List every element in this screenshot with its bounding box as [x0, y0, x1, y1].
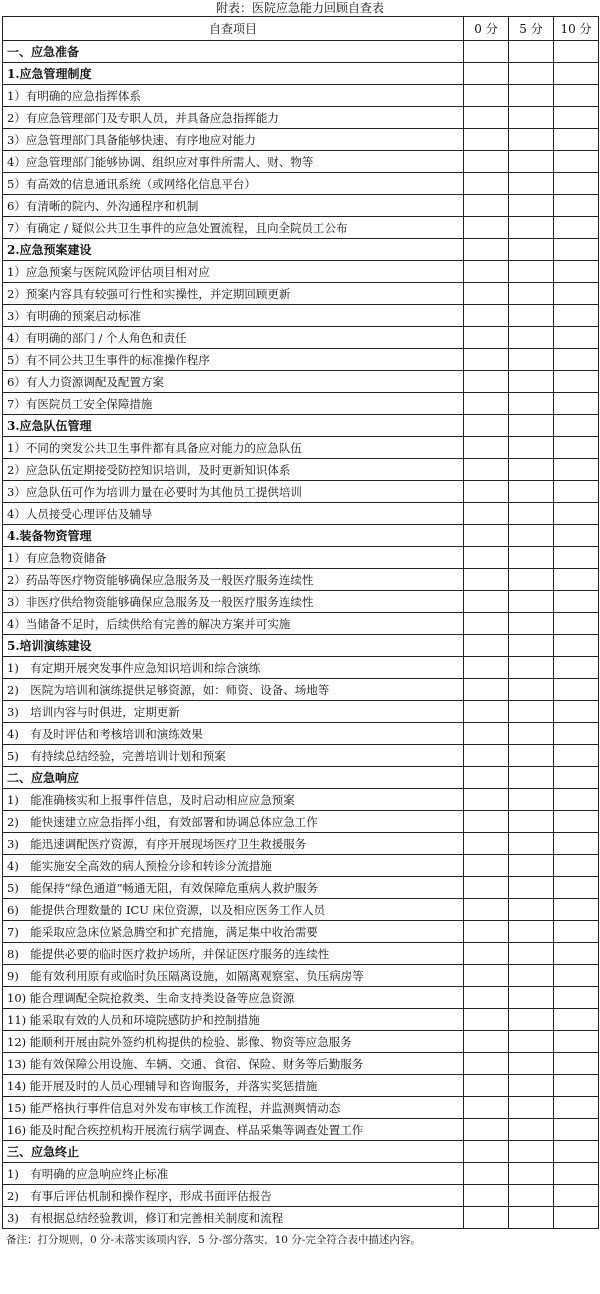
score-10-cell[interactable]: [554, 327, 599, 349]
score-10-cell: [554, 1141, 599, 1163]
table-row: [3, 1031, 599, 1053]
score-0-cell[interactable]: [464, 921, 509, 943]
table-row: [3, 437, 599, 459]
score-0-cell[interactable]: [464, 1207, 509, 1229]
item-text: 5）有不同公共卫生事件的标准操作程序: [3, 349, 464, 371]
table-row: [3, 349, 599, 371]
score-5-cell[interactable]: [509, 349, 554, 371]
score-5-cell[interactable]: [509, 1097, 554, 1119]
header-score-5: 5 分: [509, 17, 554, 41]
self-check-table: [2, 16, 599, 1229]
item-text: 1) 有定期开展突发事件应急知识培训和综合演练: [3, 657, 464, 679]
subsection-title: 5.培训演练建设: [3, 635, 464, 657]
score-0-cell[interactable]: [464, 173, 509, 195]
item-text: 3) 能迅速调配医疗资源，有序开展现场医疗卫生救援服务: [3, 833, 464, 855]
item-text: 2）应急队伍定期接受防控知识培训，及时更新知识体系: [3, 459, 464, 481]
table-row: [3, 503, 599, 525]
score-5-cell[interactable]: [509, 1207, 554, 1229]
score-5-cell[interactable]: [509, 393, 554, 415]
item-text: 8) 能提供必要的临时医疗救护场所，并保证医疗服务的连续性: [3, 943, 464, 965]
table-header-row: [3, 17, 599, 41]
score-10-cell[interactable]: [554, 899, 599, 921]
table-row: [3, 1163, 599, 1185]
score-0-cell: [464, 1141, 509, 1163]
table-row: [3, 371, 599, 393]
item-text: 7）有医院员工安全保障措施: [3, 393, 464, 415]
table-row: [3, 745, 599, 767]
score-10-cell: [554, 767, 599, 789]
score-0-cell[interactable]: [464, 217, 509, 239]
score-0-cell[interactable]: [464, 349, 509, 371]
score-5-cell[interactable]: [509, 459, 554, 481]
score-5-cell[interactable]: [509, 1119, 554, 1141]
score-10-cell[interactable]: [554, 1119, 599, 1141]
section-title: 二、应急响应: [3, 767, 464, 789]
score-10-cell[interactable]: [554, 1009, 599, 1031]
score-0-cell[interactable]: [464, 1163, 509, 1185]
score-0-cell[interactable]: [464, 943, 509, 965]
score-5-cell[interactable]: [509, 1075, 554, 1097]
score-0-cell[interactable]: [464, 283, 509, 305]
table-row: [3, 85, 599, 107]
score-5-cell[interactable]: [509, 85, 554, 107]
item-text: 13) 能有效保障公用设施、车辆、交通、食宿、保险、财务等后勤服务: [3, 1053, 464, 1075]
score-0-cell[interactable]: [464, 151, 509, 173]
score-5-cell[interactable]: [509, 921, 554, 943]
score-10-cell: [554, 525, 599, 547]
score-5-cell[interactable]: [509, 437, 554, 459]
score-5-cell[interactable]: [509, 811, 554, 833]
subsection-title: 2.应急预案建设: [3, 239, 464, 261]
score-10-cell[interactable]: [554, 613, 599, 635]
score-10-cell[interactable]: [554, 789, 599, 811]
score-10-cell[interactable]: [554, 437, 599, 459]
table-row: [3, 877, 599, 899]
subsection-row: [3, 415, 599, 437]
score-0-cell[interactable]: [464, 547, 509, 569]
table-row: [3, 195, 599, 217]
table-row: [3, 723, 599, 745]
table-row: [3, 613, 599, 635]
item-text: 9) 能有效利用原有或临时负压隔离设施，如隔离观察室、负压病房等: [3, 965, 464, 987]
score-5-cell[interactable]: [509, 173, 554, 195]
item-text: 4）人员接受心理评估及辅导: [3, 503, 464, 525]
item-text: 2) 有事后评估机制和操作程序，形成书面评估报告: [3, 1185, 464, 1207]
score-0-cell[interactable]: [464, 613, 509, 635]
score-5-cell[interactable]: [509, 657, 554, 679]
score-10-cell[interactable]: [554, 107, 599, 129]
score-10-cell[interactable]: [554, 701, 599, 723]
score-0-cell: [464, 415, 509, 437]
score-5-cell[interactable]: [509, 987, 554, 1009]
score-10-cell[interactable]: [554, 1075, 599, 1097]
score-10-cell[interactable]: [554, 723, 599, 745]
table-row: [3, 261, 599, 283]
table-row: [3, 899, 599, 921]
score-0-cell: [464, 63, 509, 85]
item-text: 2) 医院为培训和演练提供足够资源，如：师资、设备、场地等: [3, 679, 464, 701]
table-row: [3, 1185, 599, 1207]
score-5-cell[interactable]: [509, 591, 554, 613]
item-text: 2）药品等医疗物资能够确保应急服务及一般医疗服务连续性: [3, 569, 464, 591]
score-5-cell[interactable]: [509, 613, 554, 635]
score-10-cell[interactable]: [554, 965, 599, 987]
score-10-cell[interactable]: [554, 349, 599, 371]
table-row: [3, 151, 599, 173]
item-text: 14) 能开展及时的人员心理辅导和咨询服务，并落实奖惩措施: [3, 1075, 464, 1097]
score-5-cell[interactable]: [509, 899, 554, 921]
score-5-cell[interactable]: [509, 789, 554, 811]
table-row: [3, 217, 599, 239]
score-0-cell[interactable]: [464, 987, 509, 1009]
table-row: [3, 1207, 599, 1229]
score-0-cell[interactable]: [464, 481, 509, 503]
table-body: [3, 41, 599, 1229]
item-text: 2) 能快速建立应急指挥小组，有效部署和协调总体应急工作: [3, 811, 464, 833]
score-5-cell[interactable]: [509, 965, 554, 987]
item-text: 12) 能顺利开展由院外签约机构提供的检验、影像、物资等应急服务: [3, 1031, 464, 1053]
score-0-cell[interactable]: [464, 657, 509, 679]
score-0-cell[interactable]: [464, 701, 509, 723]
score-10-cell[interactable]: [554, 943, 599, 965]
table-row: [3, 107, 599, 129]
score-10-cell[interactable]: [554, 305, 599, 327]
table-row: [3, 569, 599, 591]
score-10-cell[interactable]: [554, 833, 599, 855]
header-score-0: 0 分: [464, 17, 509, 41]
table-row: [3, 327, 599, 349]
score-10-cell[interactable]: [554, 1207, 599, 1229]
score-10-cell[interactable]: [554, 877, 599, 899]
item-text: 2）有应急管理部门及专职人员，并具备应急指挥能力: [3, 107, 464, 129]
score-10-cell[interactable]: [554, 195, 599, 217]
table-row: [3, 833, 599, 855]
score-10-cell[interactable]: [554, 679, 599, 701]
score-0-cell[interactable]: [464, 1097, 509, 1119]
score-10-cell[interactable]: [554, 173, 599, 195]
table-row: [3, 657, 599, 679]
score-0-cell[interactable]: [464, 503, 509, 525]
score-10-cell[interactable]: [554, 129, 599, 151]
subsection-title: 3.应急队伍管理: [3, 415, 464, 437]
score-5-cell[interactable]: [509, 1009, 554, 1031]
item-text: 3）应急队伍可作为培训力量在必要时为其他员工提供培训: [3, 481, 464, 503]
score-5-cell[interactable]: [509, 877, 554, 899]
item-text: 1）有应急物资储备: [3, 547, 464, 569]
item-text: 1) 能准确核实和上报事件信息，及时启动相应应急预案: [3, 789, 464, 811]
score-10-cell[interactable]: [554, 591, 599, 613]
score-5-cell[interactable]: [509, 107, 554, 129]
score-10-cell[interactable]: [554, 481, 599, 503]
score-0-cell[interactable]: [464, 679, 509, 701]
score-5-cell: [509, 415, 554, 437]
score-10-cell[interactable]: [554, 745, 599, 767]
score-5-cell[interactable]: [509, 327, 554, 349]
score-10-cell[interactable]: [554, 85, 599, 107]
subsection-row: [3, 525, 599, 547]
item-text: 4) 有及时评估和考核培训和演练效果: [3, 723, 464, 745]
score-0-cell[interactable]: [464, 195, 509, 217]
score-5-cell: [509, 1141, 554, 1163]
score-0-cell[interactable]: [464, 1031, 509, 1053]
table-row: [3, 1075, 599, 1097]
table-row: [3, 1097, 599, 1119]
table-row: [3, 459, 599, 481]
table-row: [3, 943, 599, 965]
score-5-cell[interactable]: [509, 1163, 554, 1185]
table-row: [3, 679, 599, 701]
score-10-cell[interactable]: [554, 569, 599, 591]
score-5-cell[interactable]: [509, 833, 554, 855]
score-10-cell[interactable]: [554, 987, 599, 1009]
score-5-cell[interactable]: [509, 547, 554, 569]
item-text: 7）有确定 / 疑似公共卫生事件的应急处置流程，且向全院员工公布: [3, 217, 464, 239]
item-text: 4）有明确的部门 / 个人角色和责任: [3, 327, 464, 349]
table-row: [3, 1119, 599, 1141]
score-0-cell: [464, 767, 509, 789]
subsection-row: [3, 63, 599, 85]
score-0-cell[interactable]: [464, 811, 509, 833]
score-5-cell[interactable]: [509, 261, 554, 283]
table-row: [3, 481, 599, 503]
score-5-cell[interactable]: [509, 569, 554, 591]
score-0-cell[interactable]: [464, 569, 509, 591]
section-row: [3, 41, 599, 63]
item-text: 1）有明确的应急指挥体系: [3, 85, 464, 107]
table-row: [3, 1053, 599, 1075]
section-row: [3, 1141, 599, 1163]
score-0-cell: [464, 525, 509, 547]
score-0-cell: [464, 635, 509, 657]
score-10-cell[interactable]: [554, 393, 599, 415]
score-5-cell[interactable]: [509, 679, 554, 701]
score-5-cell[interactable]: [509, 701, 554, 723]
score-5-cell[interactable]: [509, 283, 554, 305]
score-5-cell[interactable]: [509, 855, 554, 877]
item-text: 11) 能采取有效的人员和环境院感防护和控制措施: [3, 1009, 464, 1031]
score-5-cell[interactable]: [509, 1053, 554, 1075]
score-0-cell[interactable]: [464, 723, 509, 745]
score-10-cell[interactable]: [554, 1097, 599, 1119]
item-text: 4) 能实施安全高效的病人预检分诊和转诊分流措施: [3, 855, 464, 877]
score-0-cell[interactable]: [464, 833, 509, 855]
item-text: 4）当储备不足时，后续供给有完善的解决方案并可实施: [3, 613, 464, 635]
document-title: 附表：医院应急能力回顾自查表: [215, 1, 384, 15]
score-0-cell[interactable]: [464, 371, 509, 393]
score-10-cell: [554, 63, 599, 85]
table-row: [3, 811, 599, 833]
score-10-cell: [554, 635, 599, 657]
score-5-cell: [509, 41, 554, 63]
score-0-cell: [464, 41, 509, 63]
item-text: 1）应急预案与医院风险评估项目相对应: [3, 261, 464, 283]
score-0-cell[interactable]: [464, 855, 509, 877]
subsection-row: [3, 635, 599, 657]
score-0-cell[interactable]: [464, 591, 509, 613]
score-10-cell[interactable]: [554, 1053, 599, 1075]
table-row: [3, 393, 599, 415]
item-text: 1）不同的突发公共卫生事件都有具备应对能力的应急队伍: [3, 437, 464, 459]
score-10-cell[interactable]: [554, 1163, 599, 1185]
subsection-row: [3, 239, 599, 261]
score-10-cell[interactable]: [554, 1185, 599, 1207]
item-text: 6) 能提供合理数量的 ICU 床位资源，以及相应医务工作人员: [3, 899, 464, 921]
score-0-cell[interactable]: [464, 261, 509, 283]
score-5-cell[interactable]: [509, 305, 554, 327]
score-10-cell[interactable]: [554, 855, 599, 877]
score-0-cell[interactable]: [464, 1119, 509, 1141]
score-10-cell[interactable]: [554, 547, 599, 569]
table-row: [3, 283, 599, 305]
item-text: 5）有高效的信息通讯系统（或网络化信息平台）: [3, 173, 464, 195]
score-10-cell[interactable]: [554, 1031, 599, 1053]
item-text: 5) 能保持“绿色通道”畅通无阻，有效保障危重病人救护服务: [3, 877, 464, 899]
table-row: [3, 591, 599, 613]
score-5-cell[interactable]: [509, 503, 554, 525]
score-10-cell[interactable]: [554, 217, 599, 239]
item-text: 3) 有根据总结经验教训，修订和完善相关制度和流程: [3, 1207, 464, 1229]
item-text: 6）有清晰的院内、外沟通程序和机制: [3, 195, 464, 217]
score-5-cell[interactable]: [509, 1031, 554, 1053]
section-title: 三、应急终止: [3, 1141, 464, 1163]
header-score-10: 10 分: [554, 17, 599, 41]
score-5-cell[interactable]: [509, 1185, 554, 1207]
table-row: [3, 173, 599, 195]
score-0-cell[interactable]: [464, 437, 509, 459]
score-0-cell[interactable]: [464, 85, 509, 107]
score-10-cell[interactable]: [554, 657, 599, 679]
item-text: 3）应急管理部门具备能够快速、有序地应对能力: [3, 129, 464, 151]
score-10-cell[interactable]: [554, 261, 599, 283]
score-5-cell[interactable]: [509, 481, 554, 503]
score-5-cell: [509, 63, 554, 85]
item-text: 1) 有明确的应急响应终止标准: [3, 1163, 464, 1185]
score-5-cell: [509, 239, 554, 261]
score-10-cell: [554, 239, 599, 261]
score-0-cell[interactable]: [464, 107, 509, 129]
footnote: 备注：打分规则，0 分-未落实该项内容，5 分-部分落实，10 分-完全符合表中描述内容。: [6, 1234, 421, 1246]
score-5-cell[interactable]: [509, 195, 554, 217]
score-0-cell[interactable]: [464, 459, 509, 481]
score-0-cell[interactable]: [464, 129, 509, 151]
table-row: [3, 965, 599, 987]
score-0-cell[interactable]: [464, 965, 509, 987]
item-text: 15) 能严格执行事件信息对外发布审核工作流程，并监测舆情动态: [3, 1097, 464, 1119]
score-5-cell: [509, 635, 554, 657]
table-row: [3, 1009, 599, 1031]
table-row: [3, 987, 599, 1009]
score-10-cell[interactable]: [554, 459, 599, 481]
item-text: 4）应急管理部门能够协调、组织应对事件所需人、财、物等: [3, 151, 464, 173]
score-10-cell: [554, 415, 599, 437]
item-text: 10) 能合理调配全院抢救类、生命支持类设备等应急资源: [3, 987, 464, 1009]
table-row: [3, 701, 599, 723]
score-10-cell[interactable]: [554, 921, 599, 943]
score-10-cell[interactable]: [554, 371, 599, 393]
score-5-cell[interactable]: [509, 151, 554, 173]
item-text: 5) 有持续总结经验，完善培训计划和预案: [3, 745, 464, 767]
score-0-cell[interactable]: [464, 1053, 509, 1075]
score-0-cell[interactable]: [464, 393, 509, 415]
score-0-cell[interactable]: [464, 327, 509, 349]
score-10-cell[interactable]: [554, 283, 599, 305]
score-0-cell[interactable]: [464, 1075, 509, 1097]
section-title: 一、应急准备: [3, 41, 464, 63]
score-0-cell[interactable]: [464, 1009, 509, 1031]
score-5-cell: [509, 767, 554, 789]
table-row: [3, 789, 599, 811]
section-row: [3, 767, 599, 789]
score-10-cell[interactable]: [554, 503, 599, 525]
score-0-cell[interactable]: [464, 1185, 509, 1207]
score-5-cell: [509, 525, 554, 547]
header-item: 自查项目: [3, 17, 464, 41]
score-5-cell[interactable]: [509, 723, 554, 745]
score-10-cell: [554, 41, 599, 63]
item-text: 16) 能及时配合疾控机构开展流行病学调查、样品采集等调查处置工作: [3, 1119, 464, 1141]
table-row: [3, 305, 599, 327]
table-row: [3, 129, 599, 151]
score-0-cell[interactable]: [464, 789, 509, 811]
subsection-title: 4.装备物资管理: [3, 525, 464, 547]
item-text: 6）有人力资源调配及配置方案: [3, 371, 464, 393]
score-0-cell[interactable]: [464, 877, 509, 899]
item-text: 7) 能采取应急床位紧急腾空和扩充措施，满足集中收治需要: [3, 921, 464, 943]
score-5-cell[interactable]: [509, 217, 554, 239]
item-text: 2）预案内容具有较强可行性和实操性，并定期回顾更新: [3, 283, 464, 305]
score-5-cell[interactable]: [509, 129, 554, 151]
table-row: [3, 547, 599, 569]
table-row: [3, 855, 599, 877]
score-5-cell[interactable]: [509, 943, 554, 965]
score-10-cell[interactable]: [554, 811, 599, 833]
item-text: 3）非医疗供给物资能够确保应急服务及一般医疗服务连续性: [3, 591, 464, 613]
item-text: 3) 培训内容与时俱进，定期更新: [3, 701, 464, 723]
score-0-cell[interactable]: [464, 305, 509, 327]
score-0-cell[interactable]: [464, 745, 509, 767]
score-5-cell[interactable]: [509, 745, 554, 767]
table-row: [3, 921, 599, 943]
score-5-cell[interactable]: [509, 371, 554, 393]
score-0-cell: [464, 239, 509, 261]
subsection-title: 1.应急管理制度: [3, 63, 464, 85]
score-0-cell[interactable]: [464, 899, 509, 921]
score-10-cell[interactable]: [554, 151, 599, 173]
item-text: 3）有明确的预案启动标准: [3, 305, 464, 327]
